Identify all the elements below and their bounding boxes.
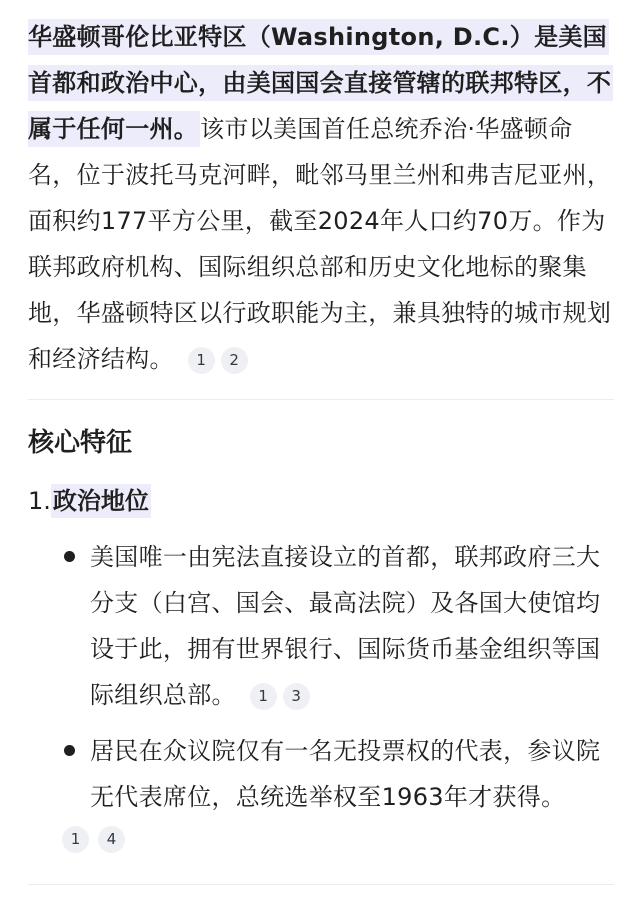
bullet-text: 美国唯一由宪法直接设立的首都，联邦政府三大分支（白宫、国会、最高法院）及各国大使馆均设于此，拥有世界银行、国际货币基金组织等国际组织总部。 <box>90 543 601 709</box>
section-divider <box>28 399 614 400</box>
list-item <box>60 534 616 718</box>
answer-content <box>28 14 618 382</box>
bullet-list <box>60 534 616 820</box>
citation-badge[interactable]: 1 <box>62 826 89 853</box>
subsection-label: 政治地位 <box>51 484 151 518</box>
intro-paragraph <box>28 14 618 382</box>
subsection-number: 1. <box>28 487 51 515</box>
list-item <box>60 728 616 820</box>
citation-badge[interactable]: 3 <box>283 683 310 710</box>
citation-badge[interactable]: 2 <box>221 347 248 374</box>
subsection-heading <box>28 481 151 521</box>
intro-body: 该市以美国首任总统乔治·华盛顿命名，位于波托马克河畔，毗邻马里兰州和弗吉尼亚州，面积约177平方公里，截至2024年人口约70万。作为联邦政府机构、国际组织总部和历史文化地标的聚集地，华盛顿特区以行政职能为主，兼具独特的城市规划和经济结构。 <box>28 115 612 373</box>
citation-badge[interactable]: 1 <box>250 683 277 710</box>
citation-badge[interactable]: 1 <box>188 347 215 374</box>
bullet-text: 居民在众议院仅有一名无投票权的代表，参议院无代表席位，总统选举权至1963年才获得。 <box>90 737 601 811</box>
section-divider <box>28 884 614 885</box>
section-title: 核心特征 <box>28 428 133 458</box>
citation-row <box>62 826 134 853</box>
intro-highlight: 华盛顿哥伦比亚特区（Washington, D.C.）是美国首都和政治中心，由美国国会直接管辖的联邦特区，不属于任何一州。 <box>28 19 613 147</box>
citation-badge[interactable]: 4 <box>98 826 125 853</box>
bullet-dot-icon <box>64 551 75 562</box>
bullet-dot-icon <box>64 745 75 756</box>
